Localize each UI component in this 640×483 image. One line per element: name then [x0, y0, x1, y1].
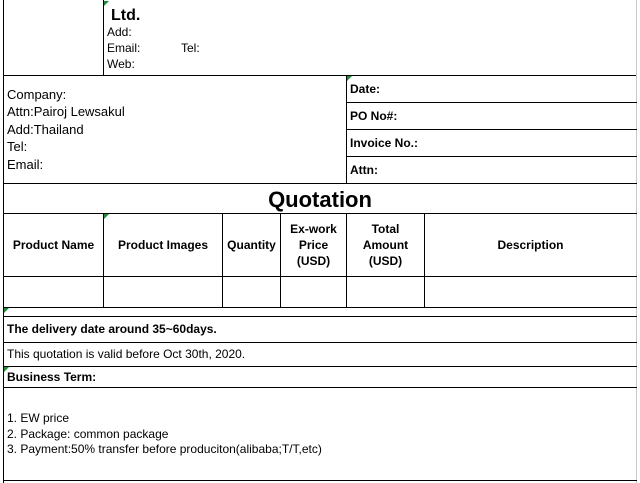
invoice-number-label: Invoice No.: [350, 136, 419, 150]
comment-marker [104, 1, 109, 6]
header-description: Description [497, 238, 564, 252]
page-title: Quotation [268, 187, 372, 212]
header-total-amount: Total Amount (USD) [362, 222, 409, 268]
comment-marker [4, 308, 9, 313]
meta-bottom-line [3, 183, 637, 184]
customer-attn: Attn:Pairoj Lewsakul [7, 104, 125, 119]
meta-line-3 [346, 156, 637, 157]
term-item: 1. EW price [7, 411, 70, 425]
bottom-line [3, 480, 637, 481]
header-product-images: Product Images [117, 238, 209, 252]
customer-email: Email: [7, 157, 44, 172]
validity-note: This quotation is valid before Oct 30th, 2020. [7, 347, 246, 361]
table-cell-product-name[interactable] [4, 277, 103, 307]
header-product-name: Product Name [12, 238, 95, 252]
notes-line-2 [3, 342, 637, 343]
customer-address: Add:Thailand [7, 122, 84, 137]
company-tel-label: Tel: [181, 41, 200, 55]
notes-line-3 [3, 366, 637, 367]
company-name: Ltd. [111, 7, 141, 24]
company-email-label: Email: [107, 41, 141, 55]
header-ex-work-price: Ex-work Price (USD) [290, 222, 337, 268]
date-label: Date: [350, 82, 381, 96]
company-add-label: Add: [107, 25, 132, 39]
meta-line-1 [346, 102, 637, 103]
company-web-label: Web: [107, 57, 135, 71]
right-gridline [636, 0, 637, 483]
table-cell-description[interactable] [425, 277, 636, 307]
meta-attn-label: Attn: [350, 163, 378, 177]
term-item: 2. Package: common package [7, 427, 169, 441]
header-quantity: Quantity [227, 238, 276, 252]
notes-line-1 [3, 316, 637, 317]
term-item: 3. Payment:50% transfer before produciton(alibaba;T/T,etc) [7, 442, 322, 456]
table-cell-total[interactable] [347, 277, 424, 307]
header-divider [103, 0, 104, 75]
table-cell-price[interactable] [281, 277, 346, 307]
customer-company: Company: [7, 87, 67, 102]
customer-tel: Tel: [7, 139, 28, 154]
header-bottom-line [3, 75, 637, 76]
comment-marker [347, 76, 352, 81]
delivery-note: The delivery date around 35~60days. [7, 322, 217, 336]
meta-line-2 [346, 129, 637, 130]
notes-line-4 [3, 387, 637, 388]
po-number-label: PO No#: [350, 109, 398, 123]
table-cell-quantity[interactable] [223, 277, 280, 307]
table-bottom [3, 307, 637, 308]
business-term-label: Business Term: [7, 370, 97, 384]
table-cell-product-images[interactable] [104, 277, 222, 307]
